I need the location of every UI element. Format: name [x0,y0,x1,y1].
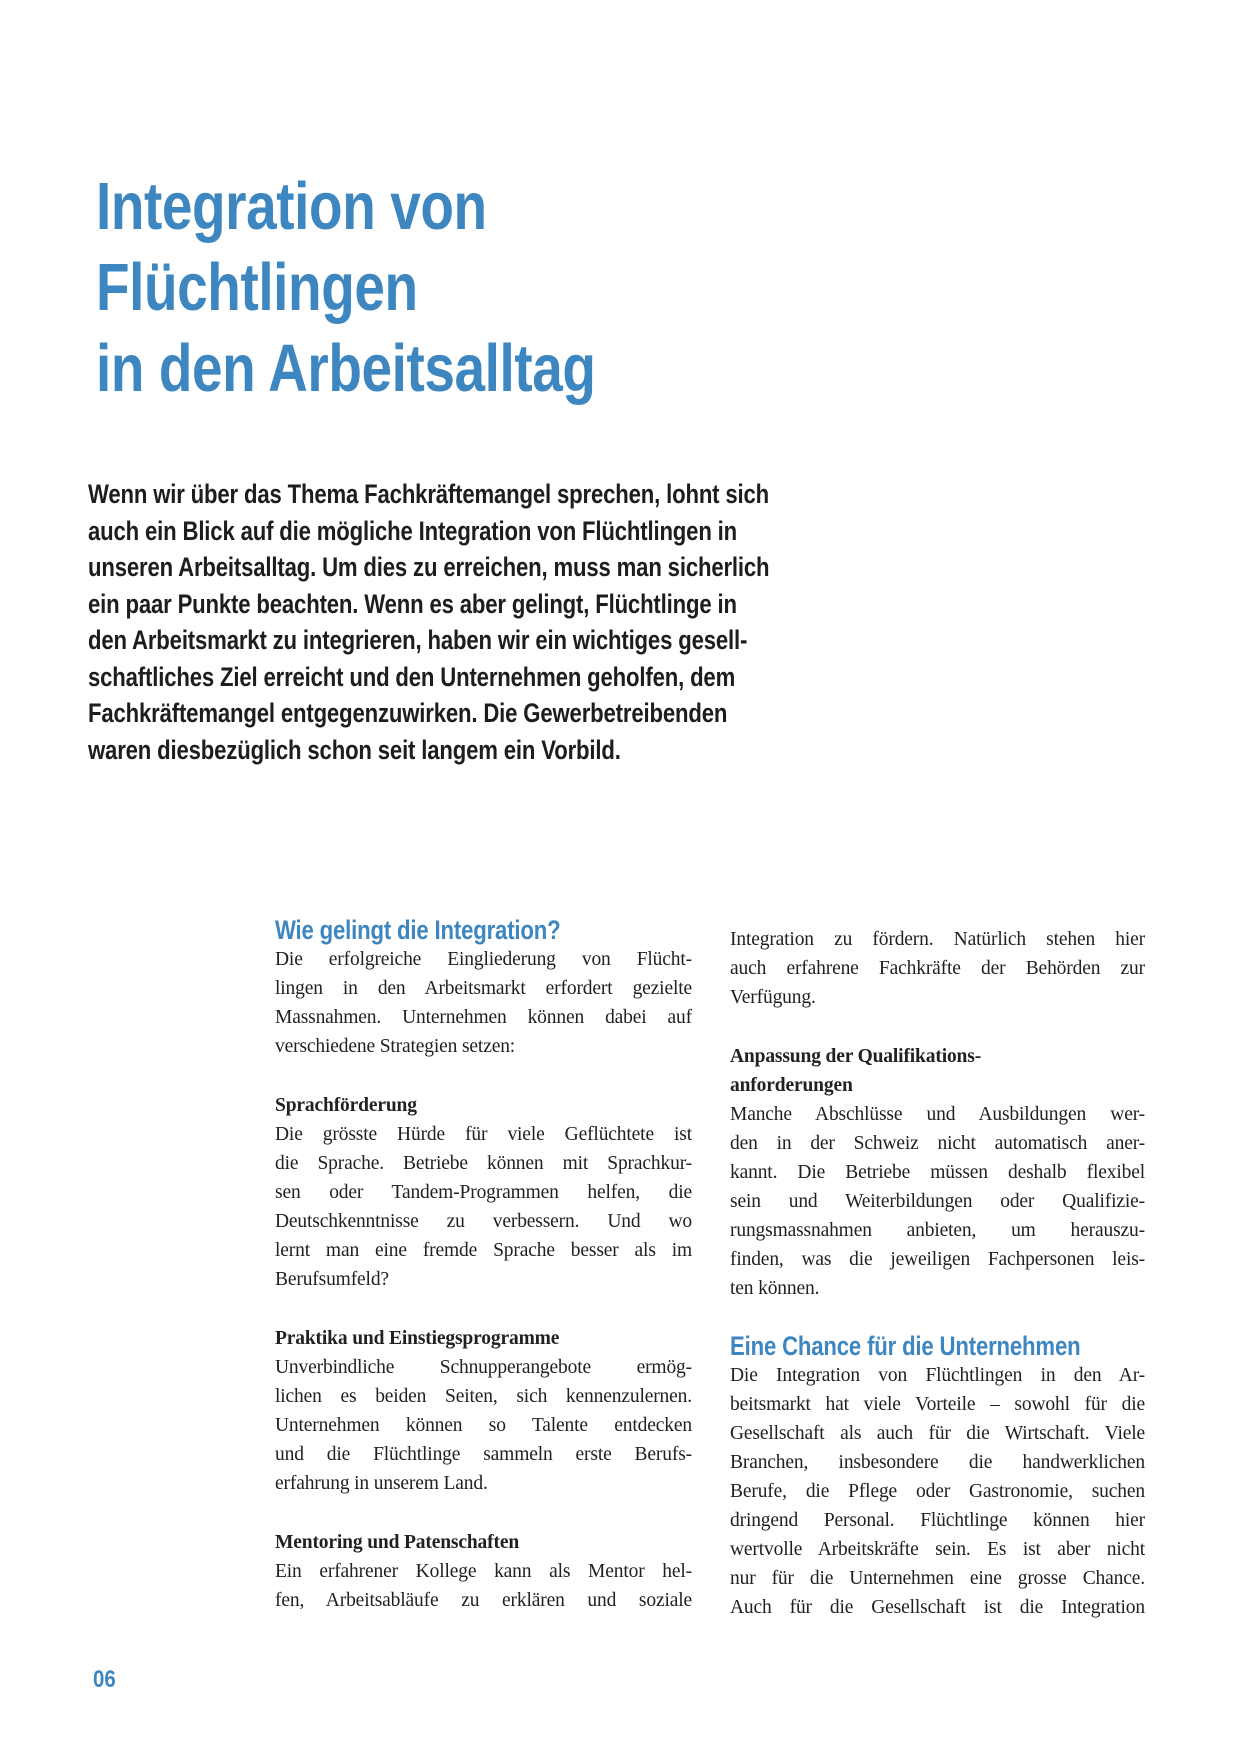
text-line: Die erfolgreiche Eingliederung von Flücht- [275,949,692,970]
text-line: kannt. Die Betriebe müssen deshalb flexibel [730,1162,1145,1183]
text-line: die Sprache. Betriebe können mit Sprachkur- [275,1153,692,1174]
text-line: Branchen, insbesondere die handwerklichen [730,1452,1145,1473]
text-line: Wie gelingt die Integration? [275,915,561,945]
text-line: Manche Abschlüsse und Ausbildungen wer- [730,1104,1145,1125]
text-line: erfahrung in unserem Land. [275,1473,488,1494]
text-line: Berufe, die Pflege oder Gastronomie, suchen [730,1481,1145,1502]
text-line: Anpassung der Qualifikations- [730,1046,982,1067]
body-paragraph [275,1353,692,1498]
text-line: auch erfahrene Fachkräfte der Behörden zur [730,958,1145,979]
lead-line: unseren Arbeitsalltag. Um dies zu erreichen, muss man sicherlich [88,552,770,582]
text-line: Berufsumfeld? [275,1269,389,1290]
text-line: Verfügung. [730,987,816,1008]
text-line: nur für die Unternehmen eine grosse Chance. [730,1568,1145,1589]
section-heading [275,915,617,945]
text-column-left [275,915,692,1615]
text-column-right [730,925,1145,1622]
text-line: Unternehmen können so Talente entdecken [275,1415,692,1436]
text-line: lingen in den Arbeitsmarkt erfordert gezielte [275,978,692,999]
title-line: Integration von [96,169,487,244]
body-paragraph [275,945,692,1061]
title-line: in den Arbeitsalltag [96,331,596,406]
text-line: Praktika und Einstiegsprogramme [275,1328,560,1349]
page-title [96,166,596,409]
sub-heading [275,1528,692,1557]
body-paragraph [730,925,1145,1012]
title-line: Flüchtlingen [96,250,418,325]
lead-line: ein paar Punkte beachten. Wenn es aber gelingt, Flüchtlinge in [88,588,737,619]
lead-line: schaftliches Ziel erreicht und den Unternehmen geholfen, dem [88,661,736,692]
lead-line: Fachkräftemangel entgegenzuwirken. Die Gewerbetreibenden [88,698,728,728]
text-line: lichen es beiden Seiten, sich kennenzulernen. [275,1386,692,1407]
text-line: wertvolle Arbeitskräfte sein. Es ist aber nicht [730,1539,1145,1560]
text-line: rungsmassnahmen anbieten, um herauszu- [730,1220,1145,1241]
lead-line: auch ein Blick auf die mögliche Integration von Flüchtlingen in [88,515,738,546]
lead-line: waren diesbezüglich schon seit langem ein Vorbild. [88,734,621,765]
lead-line: Wenn wir über das Thema Fachkräftemangel sprechen, lohnt sich [88,479,770,509]
body-paragraph [275,1557,692,1615]
sub-heading [275,1091,692,1120]
text-line: Deutschkenntnisse zu verbessern. Und wo [275,1211,692,1232]
body-paragraph [730,1100,1145,1303]
text-line: beitsmarkt hat viele Vorteile – sowohl für die [730,1394,1145,1415]
text-line: Ein erfahrener Kollege kann als Mentor hel- [275,1561,692,1582]
lead-line: den Arbeitsmarkt zu integrieren, haben wir ein wichtiges gesell- [88,625,748,655]
text-line: Integration zu fördern. Natürlich stehen hier [730,929,1145,950]
text-line: anforderungen [730,1075,853,1096]
text-line: Die Integration von Flüchtlingen in den Ar- [730,1365,1145,1386]
text-line: dringend Personal. Flüchtlinge können hier [730,1510,1145,1531]
body-paragraph [730,1361,1145,1622]
text-line: Die grösste Hürde für viele Geflüchtete ist [275,1124,692,1145]
text-line: lernt man eine fremde Sprache besser als im [275,1240,692,1261]
text-line: Mentoring und Patenschaften [275,1532,520,1553]
text-line: Sprachförderung [275,1095,417,1116]
text-line: ten können. [730,1278,820,1299]
text-line: Massnahmen. Unternehmen können dabei auf [275,1007,692,1028]
text-line: und die Flüchtlinge sammeln erste Berufs- [275,1444,692,1465]
sub-heading [275,1324,692,1353]
text-line: sen oder Tandem-Programmen helfen, die [275,1182,692,1203]
section-heading [730,1331,1081,1361]
text-line: Auch für die Gesellschaft ist die Integration [730,1597,1145,1618]
text-line: sein und Weiterbildungen oder Qualifizie- [730,1191,1145,1212]
lead-paragraph [88,476,769,768]
text-line: Unverbindliche Schnupperangebote ermög- [275,1357,692,1378]
sub-heading [730,1042,1145,1100]
body-paragraph [275,1120,692,1294]
page-number: 06 [93,1666,116,1693]
text-line: finden, was die jeweiligen Fachpersonen leis- [730,1249,1145,1270]
text-line: den in der Schweiz nicht automatisch aner- [730,1133,1145,1154]
text-line: fen, Arbeitsabläufe zu erklären und soziale [275,1590,692,1611]
text-line: Eine Chance für die Unternehmen [730,1331,1081,1361]
text-line: verschiedene Strategien setzen: [275,1036,516,1057]
text-line: Gesellschaft als auch für die Wirtschaft. Viele [730,1423,1145,1444]
